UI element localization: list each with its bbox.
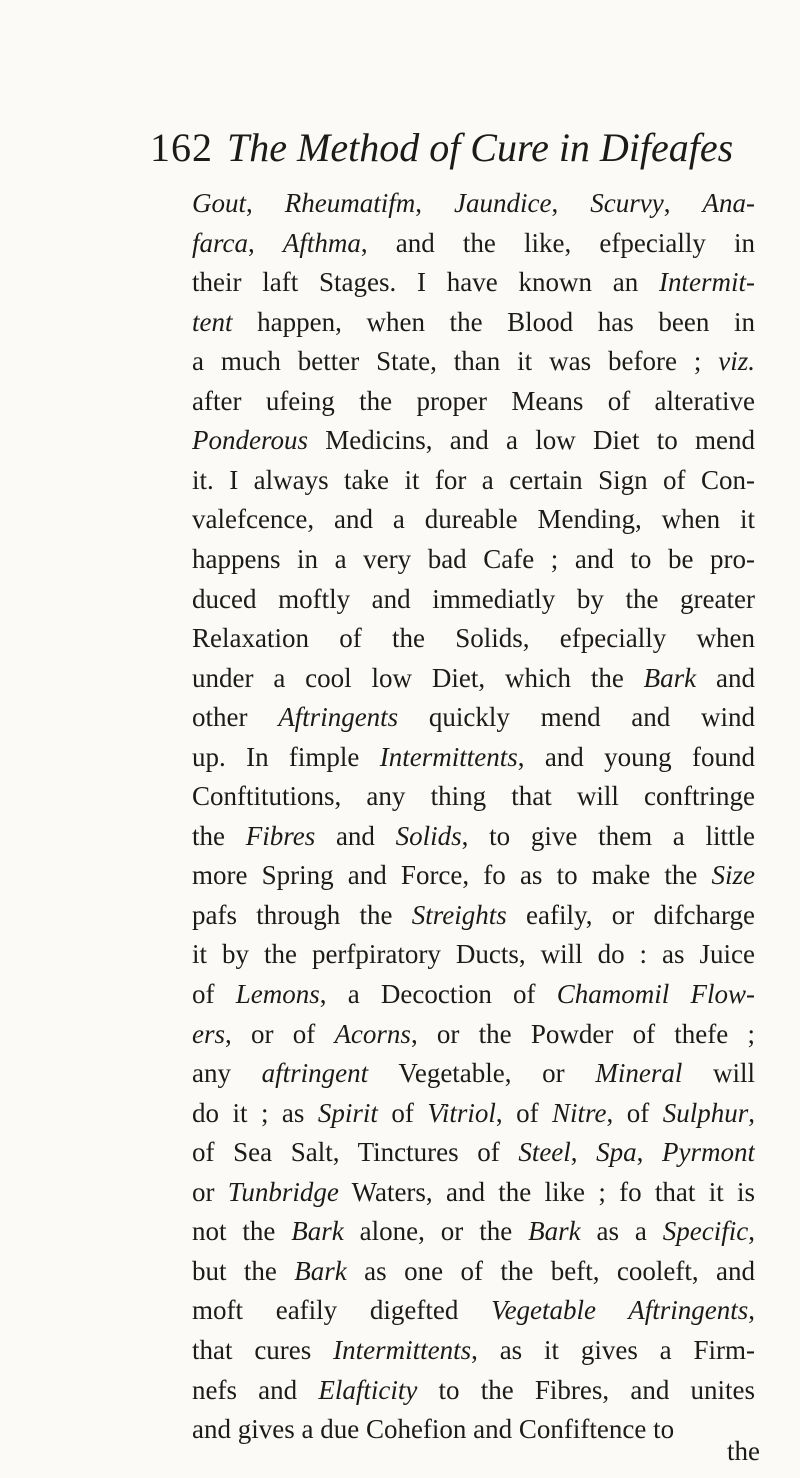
italic-text: Specific bbox=[662, 1216, 749, 1247]
italic-text: Aftringents bbox=[278, 702, 399, 733]
text-segment: the bbox=[192, 820, 246, 851]
text-segment: , bbox=[551, 188, 591, 218]
text-segment: , bbox=[246, 188, 285, 218]
text-segment: pafs through the bbox=[192, 899, 412, 930]
italic-text: Ponderous bbox=[192, 425, 308, 456]
text-segment: more Spring and Force, fo as to make the bbox=[192, 860, 712, 891]
text-line bbox=[192, 1053, 755, 1093]
italic-text: ers bbox=[192, 1018, 225, 1049]
text-line bbox=[192, 579, 755, 619]
text-segment: alone, or the bbox=[343, 1216, 529, 1247]
text-line bbox=[192, 1409, 755, 1449]
text-segment: , to give them a little bbox=[461, 820, 755, 851]
text-segment: , bbox=[748, 1097, 755, 1128]
text-segment: any bbox=[192, 1058, 262, 1089]
text-segment: will bbox=[682, 1058, 755, 1089]
text-segment: or bbox=[192, 1176, 228, 1207]
text-segment: eafily, or difcharge bbox=[506, 899, 755, 930]
text-segment: , and young found bbox=[517, 741, 755, 772]
italic-text: Tunbridge bbox=[227, 1176, 339, 1207]
text-segment: other bbox=[192, 702, 279, 733]
italic-text: Spa bbox=[596, 1137, 637, 1168]
text-segment: nefs and bbox=[192, 1374, 319, 1405]
text-segment: valefcence, and a dureable Mending, when it bbox=[192, 504, 755, 535]
text-segment: , or the Powder of thefe ; bbox=[410, 1018, 755, 1049]
italic-text: Steel bbox=[518, 1137, 571, 1168]
text-line bbox=[192, 223, 755, 263]
text-line bbox=[192, 420, 755, 460]
text-segment: that cures bbox=[192, 1334, 334, 1365]
text-segment: and gives a due Cohefion and Confiftence to bbox=[192, 1414, 675, 1444]
text-line bbox=[192, 776, 755, 816]
text-line bbox=[192, 658, 755, 698]
text-segment: and bbox=[696, 662, 755, 693]
text-segment: of bbox=[192, 979, 236, 1009]
text-segment: Relaxation of the Solids, efpecially when bbox=[192, 623, 755, 653]
text-segment: Medicins, and a low Diet to mend bbox=[308, 425, 755, 456]
text-line bbox=[192, 183, 755, 223]
italic-text: Size bbox=[711, 860, 755, 891]
text-line bbox=[192, 460, 755, 500]
text-line bbox=[192, 1290, 755, 1330]
text-segment: and bbox=[315, 820, 396, 851]
text-segment: happen, when the Blood has been in bbox=[232, 306, 755, 337]
italic-text: Nitre bbox=[552, 1097, 607, 1128]
text-segment: , a Decoction of bbox=[319, 979, 557, 1009]
text-segment: , bbox=[748, 1295, 755, 1326]
text-segment: as a bbox=[580, 1216, 663, 1247]
text-line bbox=[192, 1370, 755, 1410]
italic-text: Intermittents bbox=[379, 741, 518, 772]
italic-text: Fibres bbox=[245, 820, 316, 851]
text-line bbox=[192, 381, 755, 421]
text-segment: quickly mend and wind bbox=[398, 702, 755, 733]
catchword: the bbox=[727, 1436, 760, 1466]
text-line bbox=[192, 1172, 755, 1212]
text-line bbox=[192, 1330, 755, 1370]
italic-text: Pyrmont bbox=[662, 1137, 755, 1168]
text-line bbox=[192, 855, 755, 895]
text-segment: duced moftly and immediatly by the greater bbox=[192, 583, 755, 614]
text-line bbox=[192, 816, 755, 856]
text-segment: , and the like, efpecially in bbox=[360, 227, 755, 258]
italic-text: aftringent bbox=[261, 1058, 369, 1089]
italic-text: Scurvy bbox=[590, 188, 664, 218]
text-line bbox=[192, 1211, 755, 1251]
text-segment: under a cool low Diet, which the bbox=[192, 662, 644, 693]
text-segment: , or of bbox=[225, 1018, 335, 1049]
text-segment: up. In fimple bbox=[192, 741, 380, 772]
text-segment: happens in a very bad Cafe ; and to be pro- bbox=[192, 544, 755, 574]
text-line bbox=[192, 539, 755, 579]
italic-text: Gout bbox=[192, 188, 246, 218]
text-segment: , of bbox=[606, 1097, 663, 1128]
running-title: The Method of Cure in Difeafes bbox=[227, 125, 734, 170]
text-segment: to the Fibres, and unites bbox=[417, 1374, 755, 1405]
italic-text: Bark bbox=[291, 1216, 344, 1247]
italic-text: Bark bbox=[643, 662, 697, 693]
text-segment: but the bbox=[192, 1255, 295, 1286]
text-segment: , bbox=[636, 1137, 663, 1168]
text-segment: , bbox=[415, 188, 455, 218]
text-segment: not the bbox=[192, 1216, 292, 1247]
text-line bbox=[192, 302, 755, 342]
text-segment: , as it gives a Firm- bbox=[471, 1334, 755, 1365]
text-line bbox=[192, 895, 755, 935]
italic-text: Bark bbox=[294, 1255, 347, 1286]
italic-text: Ana- bbox=[702, 188, 755, 218]
italic-text: Bark bbox=[528, 1216, 581, 1247]
text-line bbox=[192, 1093, 755, 1133]
text-line bbox=[192, 697, 755, 737]
text-line bbox=[192, 262, 755, 302]
page-number: 162 bbox=[150, 125, 213, 170]
italic-text: farca bbox=[192, 227, 248, 258]
text-line bbox=[192, 934, 755, 974]
italic-text: Spirit bbox=[317, 1097, 378, 1128]
text-line bbox=[192, 737, 755, 777]
italic-text: Intermit- bbox=[659, 267, 755, 298]
text-segment: as one of the beft, cooleft, and bbox=[346, 1255, 755, 1286]
text-segment: , bbox=[663, 188, 703, 218]
text-segment: of bbox=[377, 1097, 428, 1128]
text-line bbox=[192, 618, 755, 658]
text-segment: do it ; as bbox=[192, 1097, 318, 1128]
text-line bbox=[192, 1251, 755, 1291]
text-segment: , bbox=[248, 227, 283, 258]
text-segment: Waters, and the like ; fo that it is bbox=[338, 1176, 755, 1207]
text-segment: a much better State, than it was before ; bbox=[192, 346, 719, 377]
italic-text: Intermittents bbox=[333, 1334, 472, 1365]
text-segment: Conftitutions, any thing that will conftringe bbox=[192, 781, 755, 812]
italic-text: Mineral bbox=[595, 1058, 683, 1089]
text-segment: their laft Stages. I have known an bbox=[192, 267, 660, 298]
text-segment: moft eafily digefted bbox=[192, 1295, 492, 1326]
text-line bbox=[192, 341, 755, 381]
italic-text: Rheumatifm bbox=[284, 188, 416, 218]
text-line bbox=[192, 1014, 755, 1054]
italic-text: Acorns bbox=[334, 1018, 411, 1049]
text-segment: of Sea Salt, Tinctures of bbox=[192, 1137, 519, 1168]
page-header bbox=[150, 118, 750, 178]
text-segment: , of bbox=[495, 1097, 553, 1128]
italic-text: Vegetable Aftringents bbox=[491, 1295, 749, 1326]
italic-text: Afthma bbox=[282, 227, 361, 258]
italic-text: viz. bbox=[718, 346, 755, 377]
italic-text: Vitriol bbox=[427, 1097, 496, 1128]
text-segment: , bbox=[570, 1137, 597, 1168]
italic-text: Lemons bbox=[235, 979, 320, 1009]
text-line bbox=[192, 1132, 755, 1172]
italic-text: Solids bbox=[395, 820, 462, 851]
text-line bbox=[192, 974, 755, 1014]
italic-text: Chamomil Flow- bbox=[556, 979, 755, 1009]
text-segment: it by the perfpiratory Ducts, will do : as Juice bbox=[192, 939, 755, 970]
italic-text: Elafticity bbox=[318, 1374, 418, 1405]
text-segment: , bbox=[748, 1216, 755, 1247]
italic-text: Streights bbox=[411, 899, 507, 930]
italic-text: tent bbox=[192, 306, 233, 337]
italic-text: Sulphur bbox=[662, 1097, 749, 1128]
text-segment: after ufeing the proper Means of alterative bbox=[192, 385, 755, 416]
text-segment: it. I always take it for a certain Sign of Con- bbox=[192, 464, 755, 495]
text-segment: Vegetable, or bbox=[368, 1058, 596, 1089]
text-line bbox=[192, 499, 755, 539]
italic-text: Jaundice bbox=[454, 188, 552, 218]
